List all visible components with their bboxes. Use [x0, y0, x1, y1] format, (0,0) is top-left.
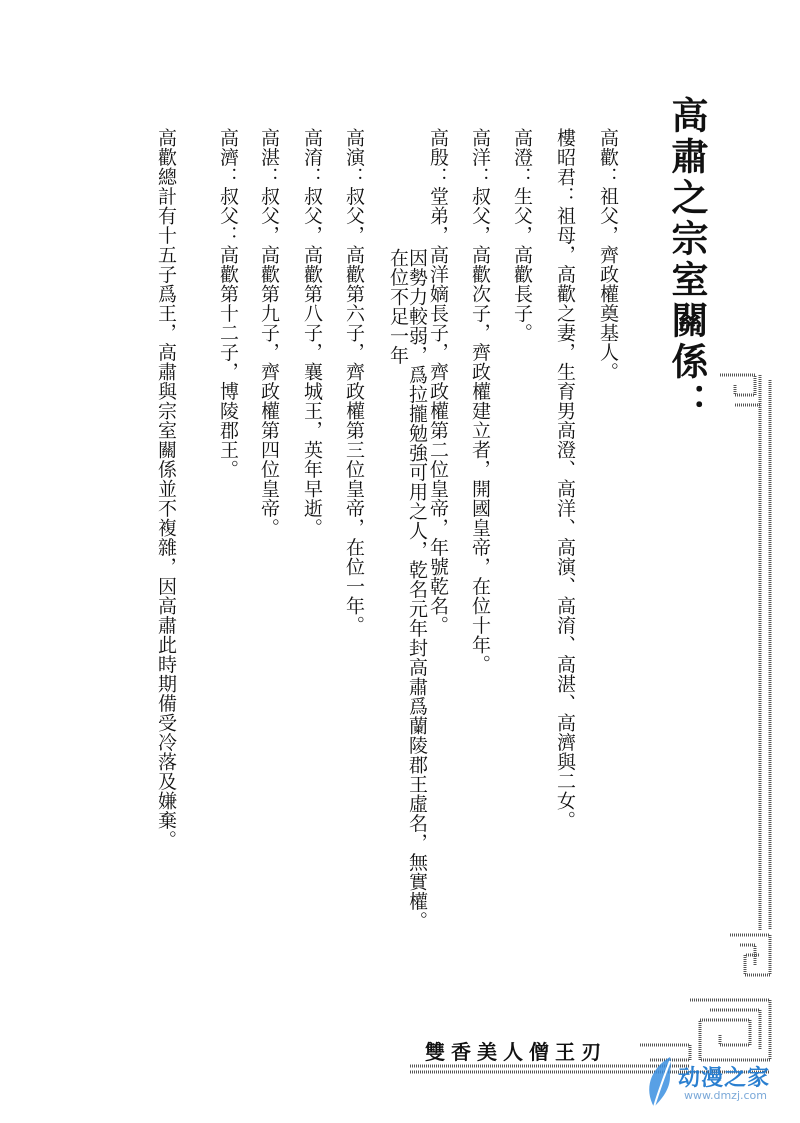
text-column-6: 高演：叔父，高歡第六子，齊政權第三位皇帝，在位一年。 — [343, 128, 365, 635]
watermark — [640, 1055, 790, 1115]
watermark-url: www.dmzj.com — [684, 1089, 767, 1102]
text-column-7: 高淯：叔父，高歡第八子，襄城王，英年早逝。 — [301, 128, 323, 538]
text-column-5-continued: 因勢力較弱，爲拉攏勉強可用之人，乾名元年封高肅爲蘭陵郡王虛名，無實權。 — [406, 248, 428, 931]
leaf-logo-icon — [640, 1055, 680, 1111]
text-column-3: 高澄：生父，高歡長子。 — [511, 128, 533, 343]
text-column-9: 高濟：叔父：高歡第十二子，博陵郡王。 — [217, 128, 239, 479]
page-title: 高肅之宗室關係： — [665, 96, 709, 424]
text-column-10: 高歡總計有十五子爲王，高肅與宗室關係並不複雜，因高肅此時期備受冷落及嫌棄。 — [155, 128, 177, 850]
text-column-2: 樓昭君：祖母，高歡之妻，生育男高澄、高洋、高演、高淯、高湛、高濟與二女。 — [554, 128, 576, 830]
footer-book-title: 雙香美人僧王刃 — [425, 1040, 607, 1064]
text-column-5: 高殷：堂弟，高洋嫡長子，齊政權第二位皇帝，年號乾名。 — [427, 128, 449, 635]
text-column-4: 高洋：叔父，高歡次子，齊政權建立者，開國皇帝，在位十年。 — [469, 128, 491, 674]
text-column-5-note: 在位不足一年 — [387, 248, 409, 365]
text-column-1: 高歡：祖父，齊政權奠基人。 — [597, 128, 619, 382]
watermark-brand: 动漫之家 — [678, 1066, 771, 1091]
text-column-8: 高湛：叔父，高歡第九子，齊政權第四位皇帝。 — [258, 128, 280, 538]
